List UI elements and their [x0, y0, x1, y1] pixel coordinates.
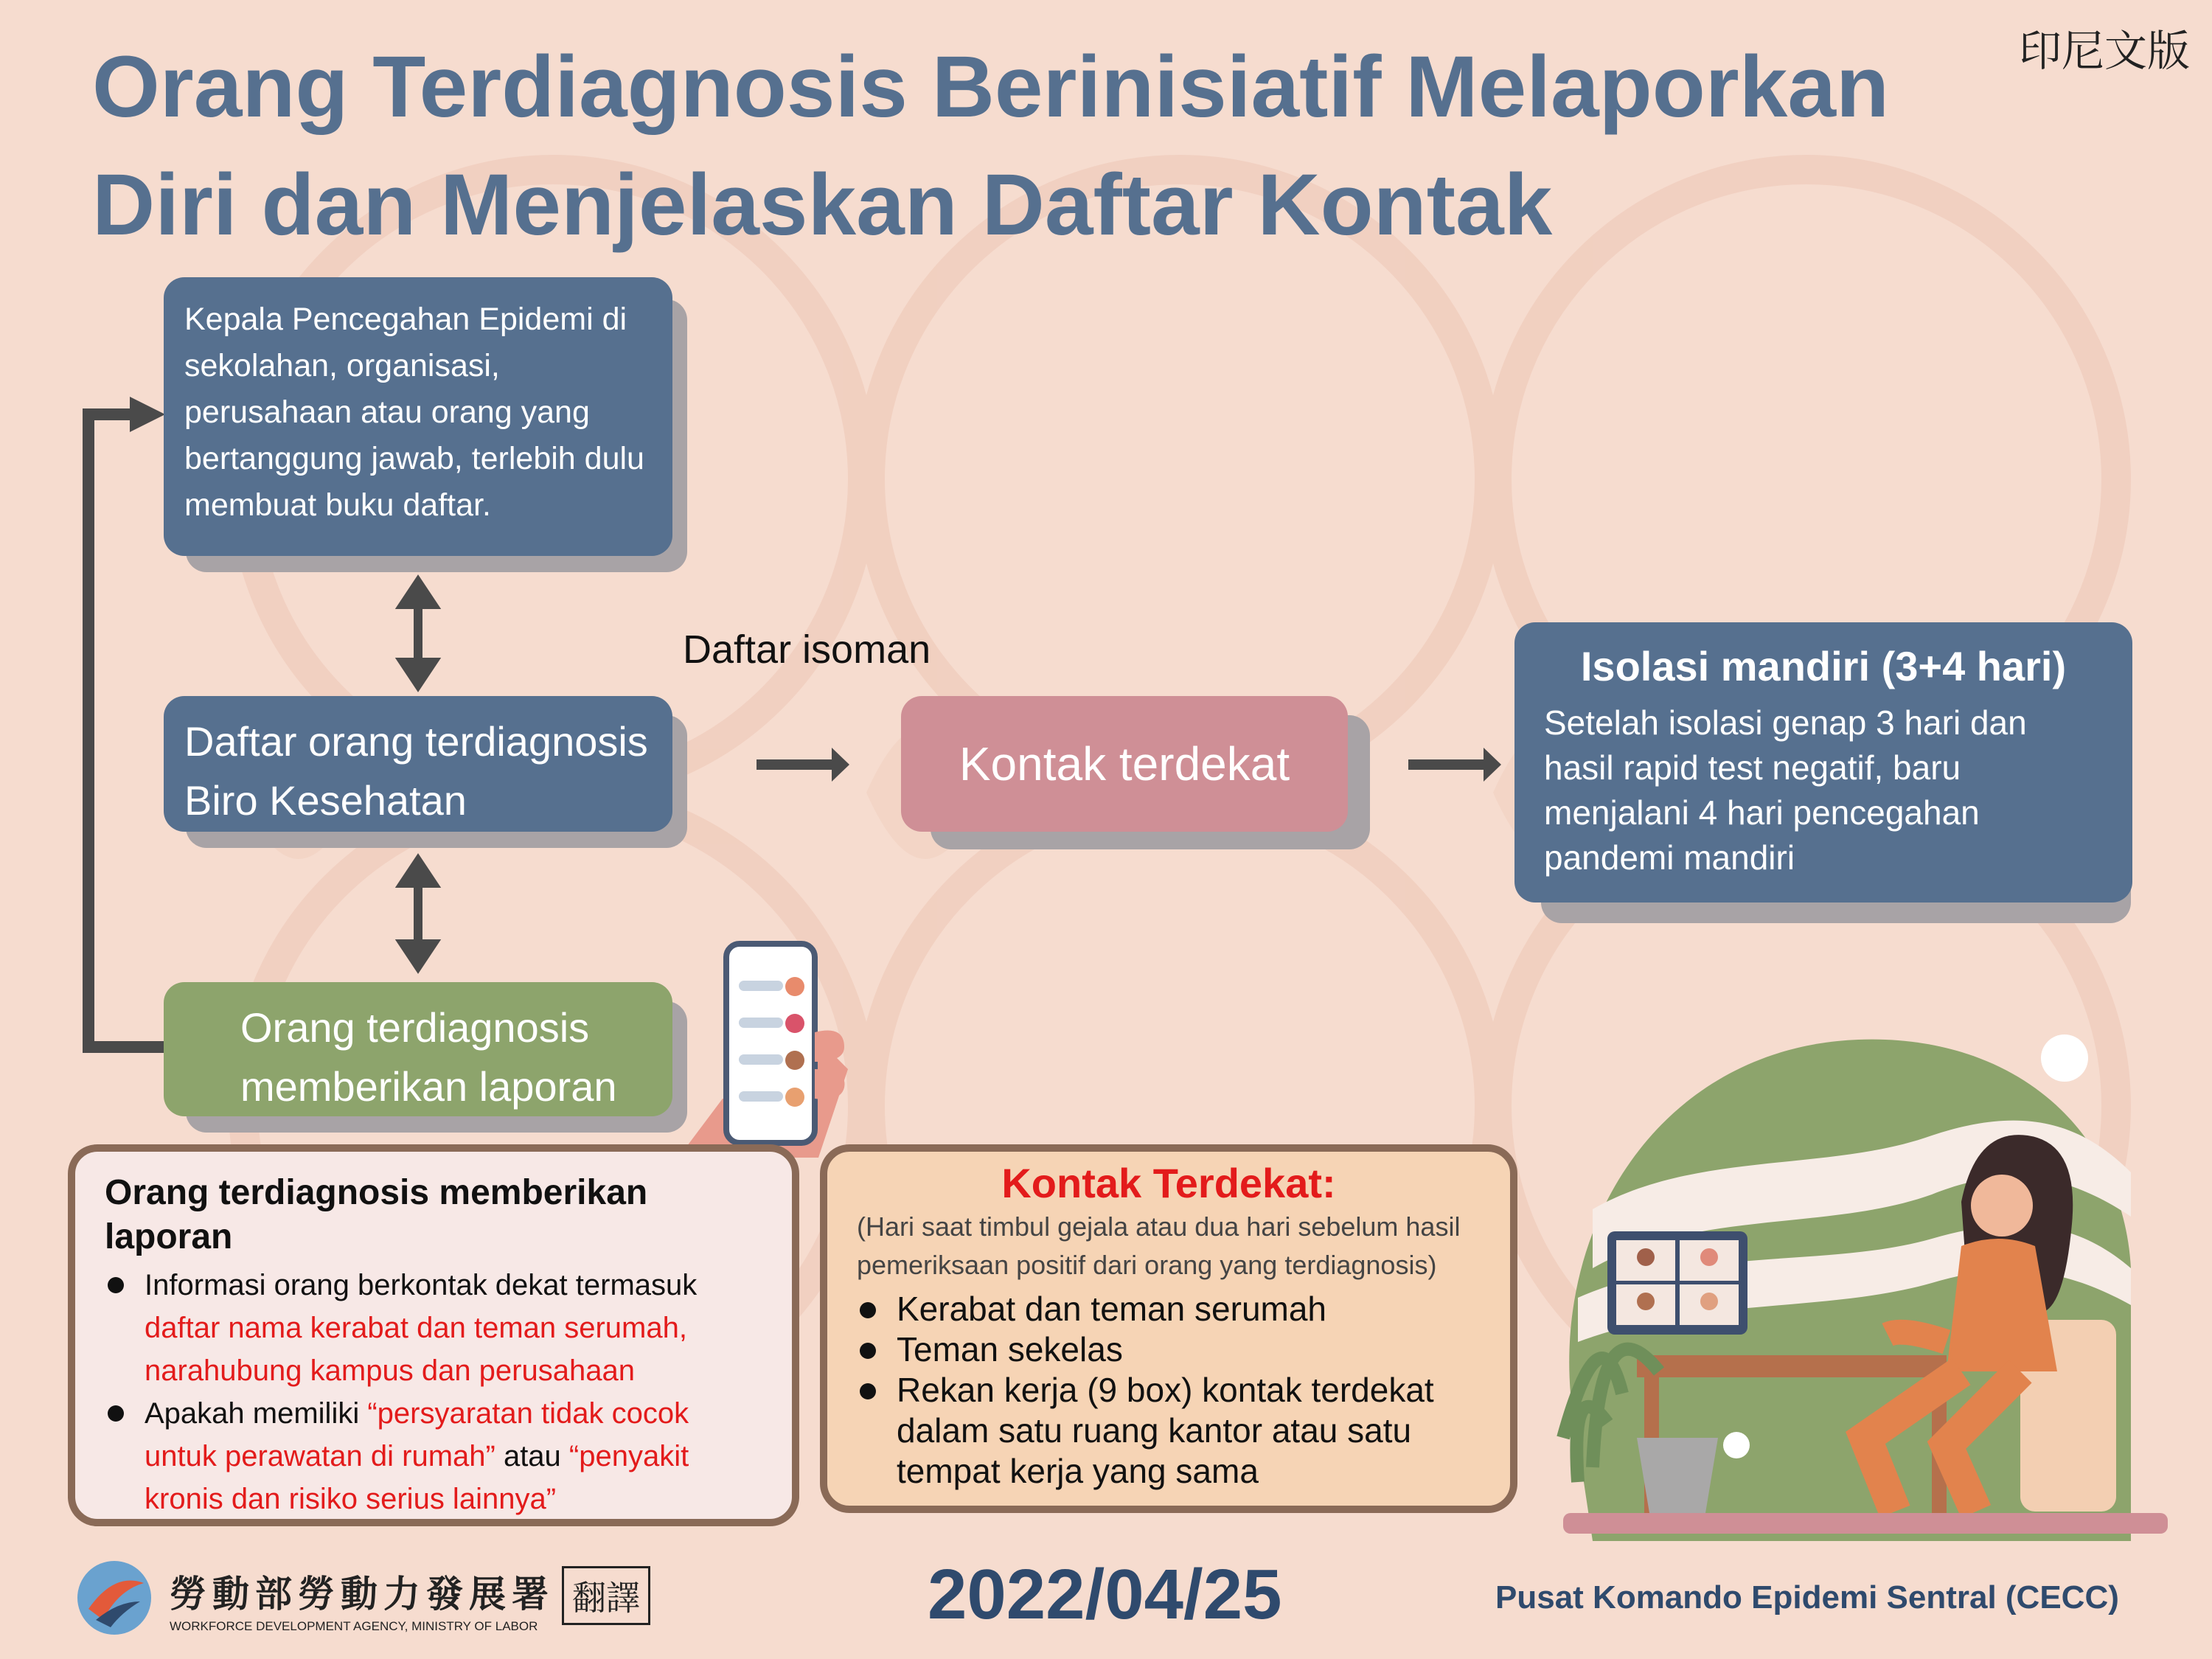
close-contact-box: Kontak terdekat — [901, 696, 1348, 832]
arrow-to-isolation — [1408, 748, 1501, 782]
close-contact-panel — [820, 1144, 1517, 1513]
health-bureau-box — [164, 696, 672, 832]
title-line-2: Diri dan Menjelaskan Daftar Kontak — [92, 156, 1553, 254]
agency-logo-icon — [74, 1557, 155, 1638]
loop-connector — [88, 414, 164, 1047]
issuer-name: Pusat Komando Epidemi Sentral (CECC) — [1495, 1579, 2119, 1615]
list-item: Rekan kerja (9 box) kontak terdekat dalam satu ruang kantor atau satu tempat kerja yang sama — [857, 1370, 1481, 1492]
health-bureau-line-2: Biro Kesehatan — [184, 777, 467, 824]
isolation-heading: Isolasi mandiri (3+4 hari) — [1580, 643, 2067, 689]
translation-badge: 翻譯 — [562, 1566, 650, 1625]
double-arrow-bottom — [403, 861, 433, 966]
responsible-person-box: Kepala Pencegahan Epidemi di sekolahan, organisasi, perusahaan atau orang yang bertanggung jawab, terlebih dulu membuat buku daftar. — [164, 277, 672, 556]
contact-panel-heading: Kontak Terdekat: — [1001, 1160, 1336, 1206]
edition-label: 印尼文版 — [2018, 26, 2190, 76]
arrow-label: Daftar isoman — [683, 627, 931, 672]
list-item: Informasi orang berkontak dekat termasuk daftar nama kerabat dan teman serumah, narahubung kampus dan perusahaan — [105, 1264, 762, 1392]
report-info-panel — [68, 1144, 799, 1526]
title-line-1: Orang Terdiagnosis Berinisiatif Melaporkan — [92, 38, 1890, 136]
arrow-to-contact — [757, 748, 849, 782]
report-panel-list — [105, 1264, 762, 1520]
health-bureau-line-1: Daftar orang terdiagnosis — [184, 718, 648, 765]
report-panel-heading: Orang terdiagnosis memberikan laporan — [105, 1173, 648, 1256]
phone-illustration — [678, 936, 863, 1158]
isolation-body: Setelah isolasi genap 3 hari dan hasil rapid test negatif, baru menjalani 4 hari pencegahan pandemi mandiri — [1544, 703, 2027, 877]
publication-date: 2022/04/25 — [928, 1555, 1282, 1634]
contact-panel-list — [857, 1289, 1481, 1492]
self-report-box — [164, 982, 672, 1116]
list-item: Apakah memiliki “persyaratan tidak cocok untuk perawatan di rumah” atau “penyakit kronis dan risiko serius lainnya” — [105, 1392, 762, 1520]
list-item: Teman sekelas — [857, 1329, 1481, 1370]
double-arrow-top — [403, 582, 433, 684]
agency-name-en: WORKFORCE DEVELOPMENT AGENCY, MINISTRY OF LABOR — [170, 1619, 538, 1633]
isolation-box — [1514, 622, 2132, 902]
self-report-line-2: memberikan laporan — [240, 1063, 617, 1110]
agency-name — [170, 1565, 554, 1634]
list-item: Kerabat dan teman serumah — [857, 1289, 1481, 1329]
self-report-line-1: Orang terdiagnosis — [240, 1004, 590, 1051]
agency-name-zh: 勞動部勞動力發展署 — [170, 1573, 554, 1615]
video-call-illustration — [1548, 1025, 2183, 1541]
contact-panel-subtitle: (Hari saat timbul gejala atau dua hari sebelum hasil pemeriksaan positif dari orang yang terdiagnosis) — [857, 1211, 1461, 1280]
